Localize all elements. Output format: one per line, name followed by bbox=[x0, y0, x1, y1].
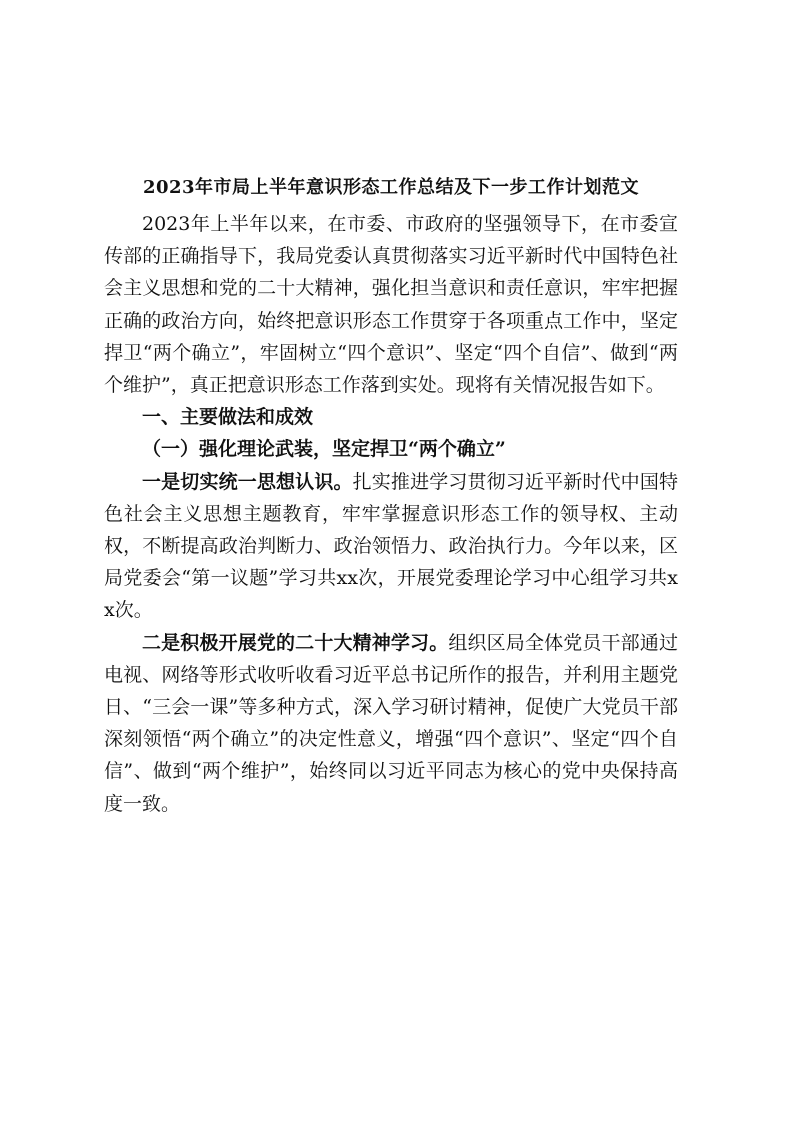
point-paragraph-unify-thinking bbox=[104, 466, 678, 627]
subsection-heading-theory: （一）强化理论武装，坚定捍卫“两个确立” bbox=[142, 438, 506, 461]
point-lead-congress-study: 二是积极开展党的二十大精神学习。 bbox=[142, 631, 449, 654]
intro-paragraph: 2023年上半年以来，在市委、市政府的坚强领导下，在市委宣传部的正确指导下，我局党委认真贯彻落实习近平新时代中国特色社会主义思想和党的二十大精神，强化担当意识和责任意识，牢牢把握正确的政治方向，始终把意识形态工作贯穿于各项重点工作中，坚定捍卫“两个确立”，牢固树立“四个意识”、坚定“四个自信”、做到“两个维护”，真正把意识形态工作落到实处。现将有关情况报告如下。 bbox=[104, 213, 678, 397]
point-lead-unify-thinking: 一是切实统一思想认识。 bbox=[142, 470, 353, 493]
section-heading-main-practices: 一、主要做法和成效 bbox=[142, 406, 314, 429]
point-paragraph-congress-study bbox=[104, 627, 678, 820]
point-body-unify-thinking: 扎实推进学习贯彻习近平新时代中国特色社会主义思想主题教育，牢牢掌握意识形态工作的领导权、主动权，不断提高政治判断力、政治领悟力、政治执行力。今年以来，区局党委会“第一议题”学习共xx次，开展党委理论学习中心组学习共xx次。 bbox=[104, 470, 678, 622]
point-body-congress-study: 组织区局全体党员干部通过电视、网络等形式收听收看习近平总书记所作的报告，并利用主题党日、“三会一课”等多种方式，深入学习研讨精神，促使广大党员干部深刻领悟“两个确立”的决定性意义，增强“四个意识”、坚定“四个自信”、做到“两个维护”，始终同以习近平同志为核心的党中央保持高度一致。 bbox=[104, 631, 678, 815]
document-title: 2023年市局上半年意识形态工作总结及下一步工作计划范文 bbox=[142, 177, 640, 198]
document-body bbox=[104, 174, 678, 820]
